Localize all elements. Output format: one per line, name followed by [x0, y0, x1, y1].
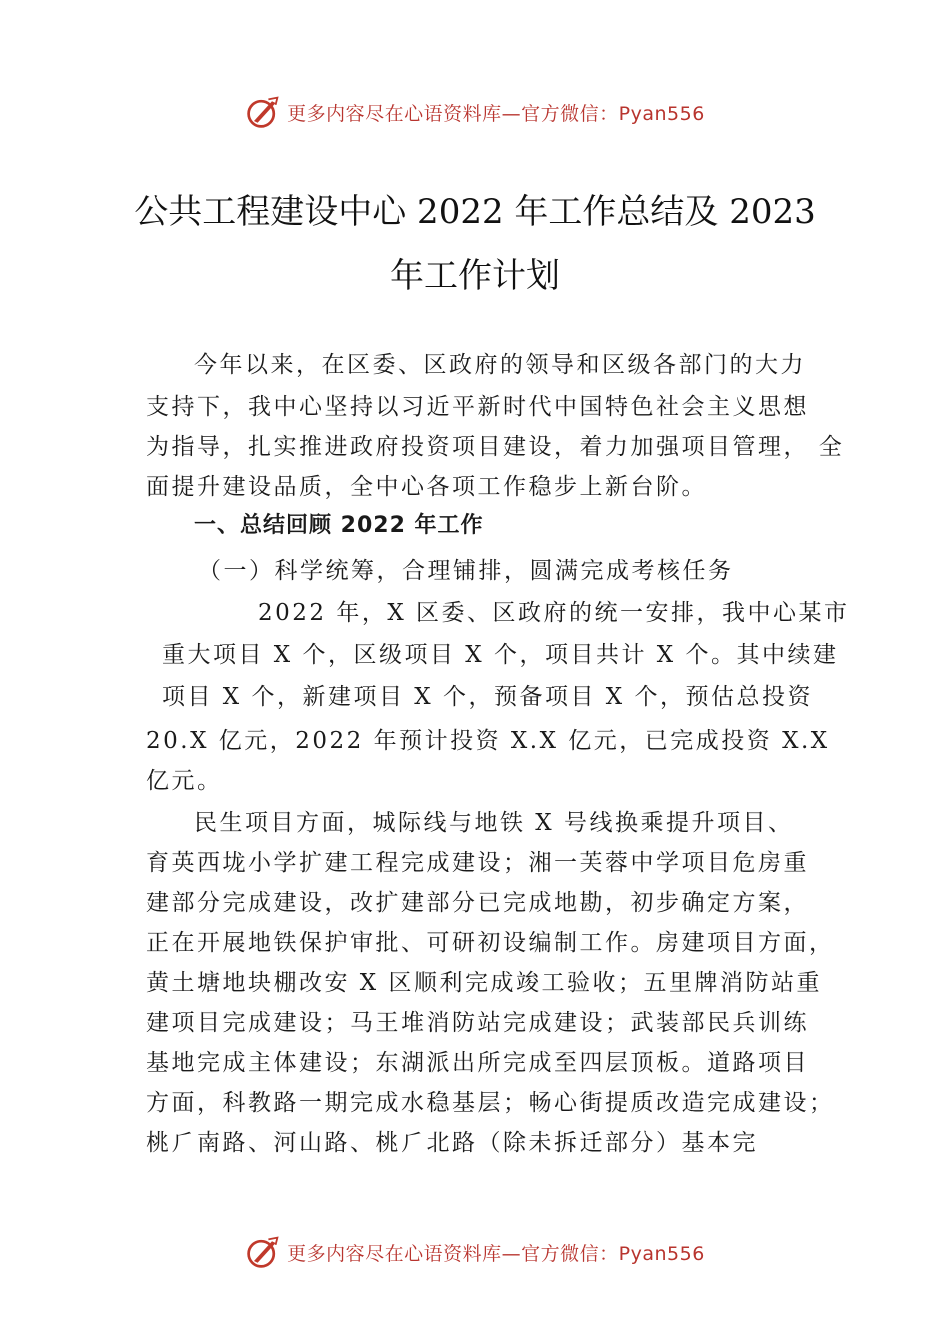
watermark-footer	[0, 1234, 950, 1270]
paragraph-line: 亿元。	[146, 768, 223, 794]
section-heading: 一、总结回顾 2022 年工作	[194, 513, 484, 538]
watermark-header	[0, 94, 950, 130]
paragraph-line: 基地完成主体建设；东湖派出所完成至四层顶板。道路项目	[146, 1050, 809, 1076]
watermark-text: 更多内容尽在心语资料库—官方微信：Pyan556	[287, 102, 705, 125]
document-title-line2: 年工作计划	[390, 256, 560, 296]
paragraph-line: 建项目完成建设；马王堆消防站完成建设；武装部民兵训练	[146, 1010, 809, 1036]
paragraph-line: 项目 X 个，新建项目 X 个，预备项目 X 个，预估总投资	[162, 684, 813, 710]
paragraph-line: 2022 年，X 区委、区政府的统一安排，我中心某市	[258, 600, 850, 626]
paragraph-line: 重大项目 X 个，区级项目 X 个，项目共计 X 个。其中续建	[162, 642, 839, 668]
pen-seal-icon	[245, 94, 281, 130]
document-title-line1: 公共工程建设中心 2022 年工作总结及 2023	[134, 192, 816, 232]
subsection-heading: （一）科学统筹，合理铺排，圆满完成考核任务	[198, 558, 734, 584]
paragraph-line: 民生项目方面，城际线与地铁 X 号线换乘提升项目、	[194, 810, 794, 836]
paragraph-line: 20.X 亿元，2022 年预计投资 X.X 亿元，已完成投资 X.X	[146, 728, 830, 754]
pen-seal-icon	[245, 1234, 281, 1270]
paragraph-line: 今年以来，在区委、区政府的领导和区级各部门的大力	[194, 352, 806, 378]
paragraph-line: 支持下，我中心坚持以习近平新时代中国特色社会主义思想	[146, 394, 809, 420]
paragraph-line: 正在开展地铁保护审批、可研初设编制工作。房建项目方面，	[146, 930, 835, 956]
paragraph-line: 桃⺁南路、河山路、桃⺁北路（除未拆迁部分）基本完	[146, 1130, 758, 1156]
paragraph-line: 面提升建设品质，全中心各项工作稳步上新台阶。	[146, 474, 707, 500]
watermark-text: 更多内容尽在心语资料库—官方微信：Pyan556	[287, 1242, 705, 1265]
paragraph-line: 为指导，扎实推进政府投资项目建设，着力加强项目管理， 全	[146, 434, 845, 460]
paragraph-line: 建部分完成建设，改扩建部分已完成地勘，初步确定方案，	[146, 890, 809, 916]
paragraph-line: 育英西垅小学扩建工程完成建设；湘一芙蓉中学项目危房重	[146, 850, 809, 876]
paragraph-line: 黄土塘地块棚改安 X 区顺利完成竣工验收；五里牌消防站重	[146, 970, 822, 996]
paragraph-line: 方面，科教路一期完成水稳基层；畅心街提质改造完成建设；	[146, 1090, 835, 1116]
